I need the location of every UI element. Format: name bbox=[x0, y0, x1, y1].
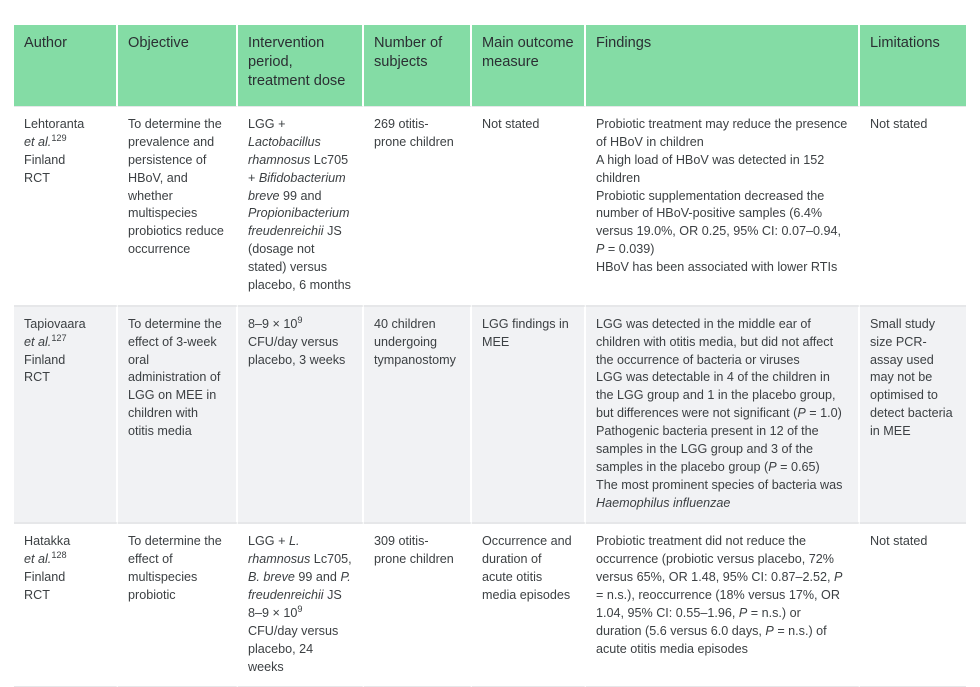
table-row bbox=[14, 106, 966, 306]
reference-number: 129 bbox=[51, 132, 67, 143]
author-citation: et al.$^{128}$ bbox=[24, 550, 67, 567]
cell-objective: To determine the effect of 3-week oral administration of LGG on MEE in children with otitis media bbox=[118, 306, 238, 524]
cell-number-of-subjects: 269 otitis-prone children bbox=[364, 106, 472, 306]
table-header bbox=[14, 25, 966, 106]
cell-limitations: Not stated bbox=[860, 523, 966, 687]
finding-item: The most prominent species of bacteria was Haemophilus influenzae bbox=[596, 477, 843, 510]
column-header-findings: Findings bbox=[586, 25, 860, 106]
cell-findings bbox=[586, 306, 860, 524]
cell-author bbox=[14, 306, 118, 524]
table-row bbox=[14, 523, 966, 687]
cell-author bbox=[14, 523, 118, 687]
finding-item: Probiotic treatment may reduce the presence of HBoV in children bbox=[596, 117, 848, 149]
table-row bbox=[14, 306, 966, 524]
cell-number-of-subjects: 40 children undergoing tympanostomy bbox=[364, 306, 472, 524]
column-header-outcome: Main outcome measure bbox=[472, 25, 586, 106]
author-country: Finland bbox=[24, 570, 66, 585]
cell-number-of-subjects: 309 otitis-prone children bbox=[364, 523, 472, 687]
cell-intervention: LGG + Lactobacillus rhamnosus Lc705 + Bifidobacterium breve 99 and Propionibacterium freudenreichii JS (dosage not stated) versus placebo, 6 months bbox=[238, 106, 364, 306]
author-name: Hatakka bbox=[24, 534, 71, 549]
finding-item: HBoV has been associated with lower RTIs bbox=[596, 260, 838, 274]
column-header-author: Author bbox=[14, 25, 118, 106]
cell-limitations: Small study size PCR-assay used may not be optimised to detect bacteria in MEE bbox=[860, 306, 966, 524]
column-header-subjects: Number of subjects bbox=[364, 25, 472, 106]
study-comparison-table bbox=[14, 25, 966, 687]
cell-author bbox=[14, 106, 118, 306]
author-citation: et al.$^{127}$ bbox=[24, 332, 67, 349]
cell-intervention: LGG + L. rhamnosus Lc705, B. breve 99 and P. freudenreichii JS $8-9 \times 10^9$ CFU/day versus placebo, 24 weeks bbox=[238, 523, 364, 687]
column-header-objective: Objective bbox=[118, 25, 238, 106]
cell-objective: To determine the prevalence and persistence of HBoV, and whether multispecies probiotics reduce occurrence bbox=[118, 106, 238, 306]
cell-findings bbox=[586, 106, 860, 306]
finding-item: LGG was detectable in 4 of the children in the LGG group and 1 in the placebo group, but differences were not significant (P = 1.0) bbox=[596, 370, 842, 421]
column-header-intervention: Intervention period, treatment dose bbox=[238, 25, 364, 106]
finding-item: Pathogenic bacteria present in 12 of the samples in the LGG group and 3 of the samples in the placebo group (P = 0.65) bbox=[596, 424, 820, 474]
finding-item: Probiotic supplementation decreased the number of HBoV-positive samples (6.4% versus 19.0%, OR 0.25, 95% CI: 0.07–0.94, P = 0.039) bbox=[596, 188, 842, 257]
finding-item: LGG was detected in the middle ear of children with otitis media, but did not affect the occurrence of bacteria or viruses bbox=[596, 316, 834, 367]
finding-item: A high load of HBoV was detected in 152 children bbox=[596, 152, 825, 185]
cell-main-outcome-measure: LGG findings in MEE bbox=[472, 306, 586, 524]
cell-intervention: $8-9 \times 10^9$ CFU/day versus placebo, 3 weeks bbox=[238, 306, 364, 524]
cell-objective: To determine the effect of multispecies probiotic bbox=[118, 523, 238, 687]
cell-main-outcome-measure: Not stated bbox=[472, 106, 586, 306]
author-country: Finland bbox=[24, 352, 66, 367]
study-design: RCT bbox=[24, 370, 50, 385]
study-table-container bbox=[14, 25, 966, 687]
study-design: RCT bbox=[24, 170, 50, 185]
table-body bbox=[14, 106, 966, 687]
reference-number: 128 bbox=[51, 550, 67, 561]
cell-main-outcome-measure: Occurrence and duration of acute otitis media episodes bbox=[472, 523, 586, 687]
column-header-limitations: Limitations bbox=[860, 25, 966, 106]
cell-findings bbox=[586, 523, 860, 687]
author-citation: et al.$^{129}$ bbox=[24, 132, 67, 149]
author-name: Lehtoranta bbox=[24, 117, 85, 131]
author-country: Finland bbox=[24, 152, 66, 167]
reference-number: 127 bbox=[51, 332, 67, 343]
finding-item: Probiotic treatment did not reduce the occurrence (probiotic versus placebo, 72% versus 65%, OR 1.48, 95% CI: 0.87–2.52, P = n.s.), reoccurrence (18% versus 17%, OR 1.04, 95% CI: 0.55–1.96, P = n.s.) or duration (5.6 versus 6.0 days, P = n.s.) of acute otitis media episodes bbox=[596, 534, 843, 656]
study-design: RCT bbox=[24, 588, 50, 602]
cell-limitations: Not stated bbox=[860, 106, 966, 306]
author-name: Tapiovaara bbox=[24, 316, 86, 331]
table-header-row bbox=[14, 25, 966, 106]
